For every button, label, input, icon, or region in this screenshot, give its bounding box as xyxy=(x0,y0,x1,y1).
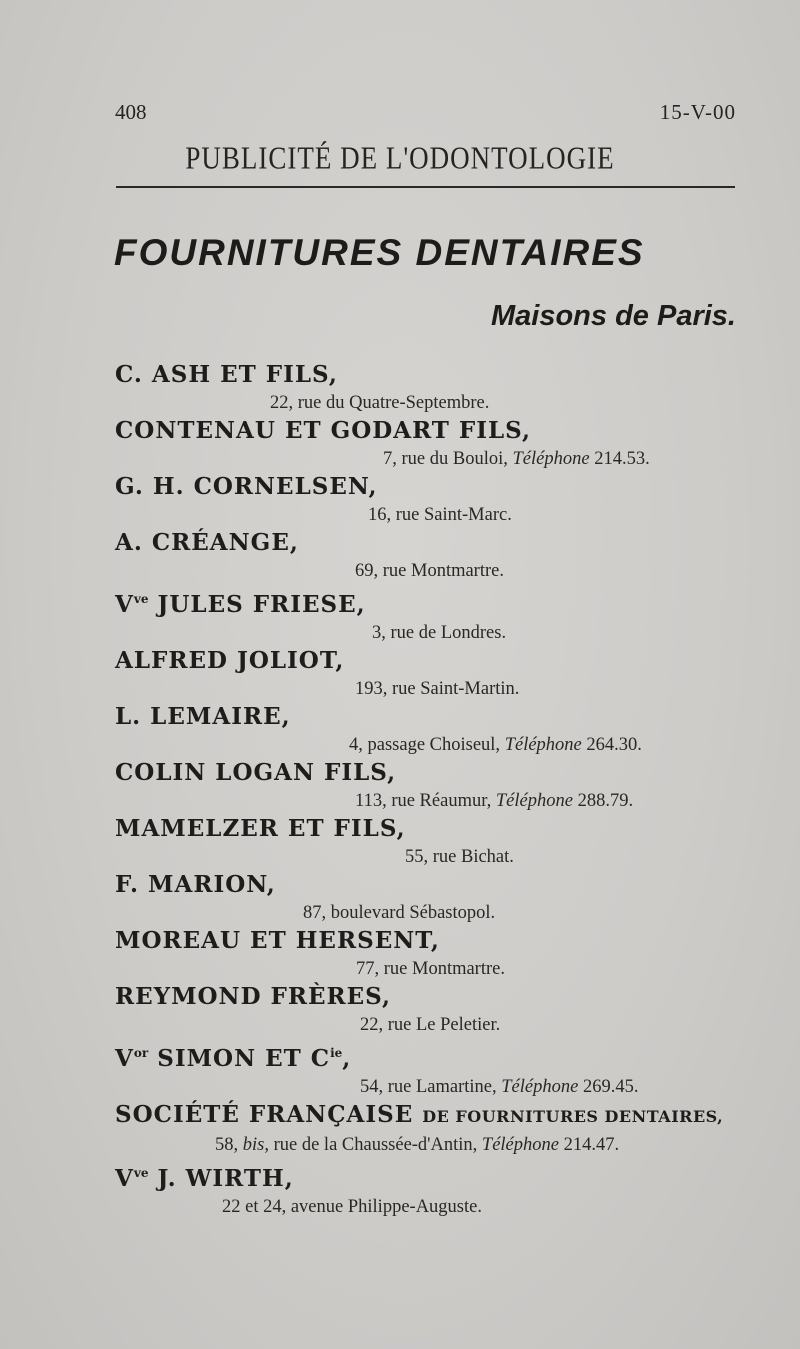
list-item xyxy=(0,472,800,528)
firm-address: 55, rue Bichat. xyxy=(405,847,514,867)
issue-date: 15-V-00 xyxy=(659,100,736,124)
firm-name: ALFRED JOLIOT, xyxy=(115,647,345,674)
firm-address: 193, rue Saint-Martin. xyxy=(355,679,520,699)
firm-name: CONTENAU ET GODART FILS, xyxy=(115,417,531,444)
firm-address: 113, rue Réaumur, Téléphone 288.79. xyxy=(355,791,634,811)
firm-address: 54, rue Lamartine, Téléphone 269.45. xyxy=(360,1077,639,1097)
firm-name: C. ASH ET FILS, xyxy=(115,361,338,388)
firm-name: G. H. CORNELSEN, xyxy=(115,473,378,500)
phone-number: 264.30. xyxy=(586,735,642,755)
firm-name: COLIN LOGAN FILS, xyxy=(115,759,397,786)
header-rule xyxy=(116,186,735,188)
firm-name: $V^{ve}$ J. WIRTH, xyxy=(115,1165,294,1192)
phone-label: Téléphone xyxy=(504,735,582,755)
list-item xyxy=(0,814,800,870)
phone-label: Téléphone xyxy=(512,449,590,469)
firm-name: SOCIÉTÉ FRANÇAISE DE FOURNITURES DENTAIRES, xyxy=(115,1101,724,1128)
phone-label: Téléphone xyxy=(481,1135,559,1155)
page-subtitle: Maisons de Paris. xyxy=(491,300,736,332)
firm-name: $V^{ve}$ JULES FRIESE, xyxy=(115,591,366,618)
list-item xyxy=(0,758,800,814)
firm-address: 58, bis, rue de la Chaussée-d'Antin, Téléphone 214.47. xyxy=(215,1135,620,1155)
list-item xyxy=(0,870,800,926)
firm-address: 4, passage Choiseul, Téléphone 264.30. xyxy=(349,735,642,755)
list-item xyxy=(0,1038,800,1100)
page-title: FOURNITURES DENTAIRES xyxy=(114,232,645,273)
list-item xyxy=(0,584,800,646)
firm-address: 22, rue Le Peletier. xyxy=(360,1015,501,1035)
firm-address: 16, rue Saint-Marc. xyxy=(368,505,512,525)
firm-name: A. CRÉANGE, xyxy=(115,529,299,556)
firm-address: 69, rue Montmartre. xyxy=(355,561,504,581)
firm-address: 77, rue Montmartre. xyxy=(356,959,505,979)
running-head: PUBLICITÉ DE L'ODONTOLOGIE xyxy=(185,140,615,176)
list-item xyxy=(0,1158,800,1220)
phone-label: Téléphone xyxy=(495,791,573,811)
list-item xyxy=(0,416,800,472)
firm-address: 22 et 24, avenue Philippe-Auguste. xyxy=(222,1197,482,1217)
firm-address: 3, rue de Londres. xyxy=(372,623,507,643)
list-item xyxy=(0,360,800,416)
firm-address: 87, boulevard Sébastopol. xyxy=(303,903,496,923)
phone-number: 288.79. xyxy=(577,791,634,811)
list-item xyxy=(0,982,800,1038)
firm-name: MOREAU ET HERSENT, xyxy=(115,927,440,954)
firm-name: MAMELZER ET FILS, xyxy=(115,815,406,842)
phone-number: 269.45. xyxy=(582,1077,639,1097)
firm-name: L. LEMAIRE, xyxy=(115,703,291,730)
firm-name: $V^{or}$ SIMON ET $C^{ie}$, xyxy=(115,1045,352,1072)
phone-number: 214.53. xyxy=(594,449,650,469)
list-item xyxy=(0,646,800,702)
list-item xyxy=(0,702,800,758)
supplier-listing xyxy=(0,360,800,1220)
page-number: 408 xyxy=(115,100,147,124)
list-item xyxy=(0,926,800,982)
phone-label: Téléphone xyxy=(501,1077,579,1097)
firm-address: 22, rue du Quatre-Septembre. xyxy=(270,393,490,413)
phone-number: 214.47. xyxy=(563,1135,620,1155)
firm-name: F. MARION, xyxy=(115,871,276,898)
list-item xyxy=(0,528,800,584)
list-item xyxy=(0,1100,800,1158)
firm-address: 7, rue du Bouloi, Téléphone 214.53. xyxy=(383,449,650,469)
firm-name: REYMOND FRÈRES, xyxy=(115,983,391,1010)
